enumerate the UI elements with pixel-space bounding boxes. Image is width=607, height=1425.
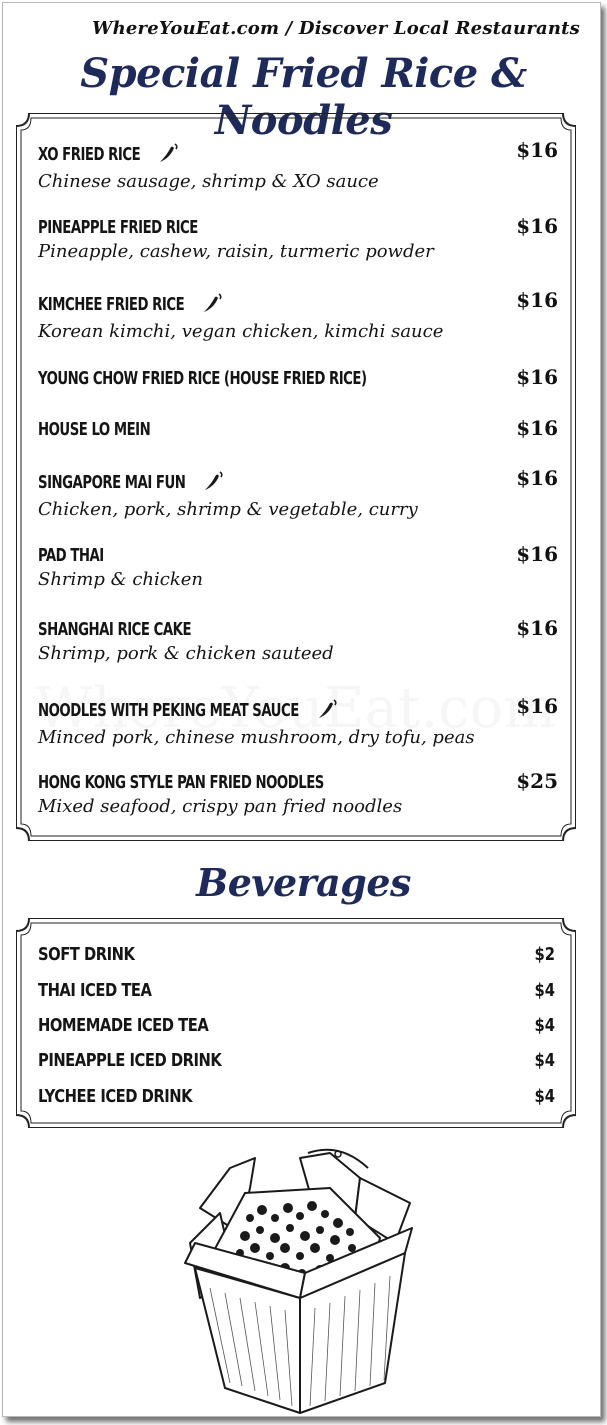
menu-item-price: $16 <box>516 138 558 162</box>
menu-item-name: PAD THAI <box>38 545 104 566</box>
chili-pepper-icon <box>317 698 339 724</box>
menu-item <box>38 466 558 521</box>
menu-item-price: $16 <box>516 416 558 440</box>
menu-item <box>38 138 558 193</box>
beverage-item <box>38 1015 555 1039</box>
menu-item <box>38 616 558 665</box>
chili-pepper-icon <box>202 292 224 318</box>
menu-item <box>38 365 558 389</box>
beverage-name: LYCHEE ICED DRINK <box>38 1086 193 1107</box>
menu-item-price: $16 <box>516 288 558 312</box>
menu-item-name: SINGAPORE MAI FUN <box>38 471 186 493</box>
menu-item-price: $16 <box>516 214 558 238</box>
menu-item-price: $16 <box>516 365 558 389</box>
beverage-item <box>38 980 555 1004</box>
menu-item <box>38 214 558 263</box>
beverage-name: HOMEMADE ICED TEA <box>38 1015 209 1036</box>
beverage-item <box>38 1086 555 1110</box>
menu-item-name: NOODLES WITH PEKING MEAT SAUCE <box>38 699 299 721</box>
menu-item <box>38 542 558 591</box>
section-title-beverages: Beverages <box>196 860 411 905</box>
menu-item-description: Chicken, pork, shrimp & vegetable, curry <box>38 499 418 520</box>
menu-item-price: $25 <box>516 769 558 793</box>
menu-item-name: HOUSE LO MEIN <box>38 419 151 440</box>
menu-item <box>38 416 558 440</box>
menu-item-price: $16 <box>516 542 558 566</box>
menu-item-description: Chinese sausage, shrimp & XO sauce <box>38 171 379 192</box>
menu-item-name: XO FRIED RICE <box>38 143 141 165</box>
menu-item-description: Shrimp & chicken <box>38 569 204 590</box>
menu-item-price: $16 <box>516 616 558 640</box>
menu-item <box>38 769 558 818</box>
menu-item-name: KIMCHEE FRIED RICE <box>38 293 185 315</box>
beverage-name: PINEAPPLE ICED DRINK <box>38 1050 222 1071</box>
menu-item-description: Minced pork, chinese mushroom, dry tofu, peas <box>38 727 475 748</box>
menu-item-name: HONG KONG STYLE PAN FRIED NOODLES <box>38 772 324 793</box>
menu-item <box>38 694 558 749</box>
menu-item-name: SHANGHAI RICE CAKE <box>38 619 192 640</box>
beverage-price: $4 <box>534 1015 555 1036</box>
menu-item-description: Mixed seafood, crispy pan fried noodles <box>38 796 403 817</box>
takeout-box-icon <box>180 1148 420 1422</box>
beverage-price: $4 <box>534 1086 555 1107</box>
menu-item-name: YOUNG CHOW FRIED RICE (HOUSE FRIED RICE) <box>38 368 367 389</box>
menu-item-description: Pineapple, cashew, raisin, turmeric powder <box>38 241 434 262</box>
menu-item-description: Shrimp, pork & chicken sauteed <box>38 643 334 664</box>
menu-item-price: $16 <box>516 466 558 490</box>
beverage-price: $2 <box>534 944 555 965</box>
site-header: WhereYouEat.com / Discover Local Restaurants <box>92 18 580 39</box>
menu-item <box>38 288 558 343</box>
menu-item-description: Korean kimchi, vegan chicken, kimchi sauce <box>38 321 444 342</box>
menu-item-name: PINEAPPLE FRIED RICE <box>38 217 198 238</box>
beverage-name: THAI ICED TEA <box>38 980 152 1001</box>
menu-item-price: $16 <box>516 694 558 718</box>
beverage-name: SOFT DRINK <box>38 944 135 965</box>
beverage-price: $4 <box>534 1050 555 1071</box>
section-title-fried-rice-noodles: Special Fried Rice & Noodles <box>80 50 527 144</box>
chili-pepper-icon <box>203 470 225 496</box>
chili-pepper-icon <box>158 142 180 168</box>
beverage-price: $4 <box>534 980 555 1001</box>
beverage-item <box>38 1050 555 1074</box>
beverage-item <box>38 944 555 968</box>
